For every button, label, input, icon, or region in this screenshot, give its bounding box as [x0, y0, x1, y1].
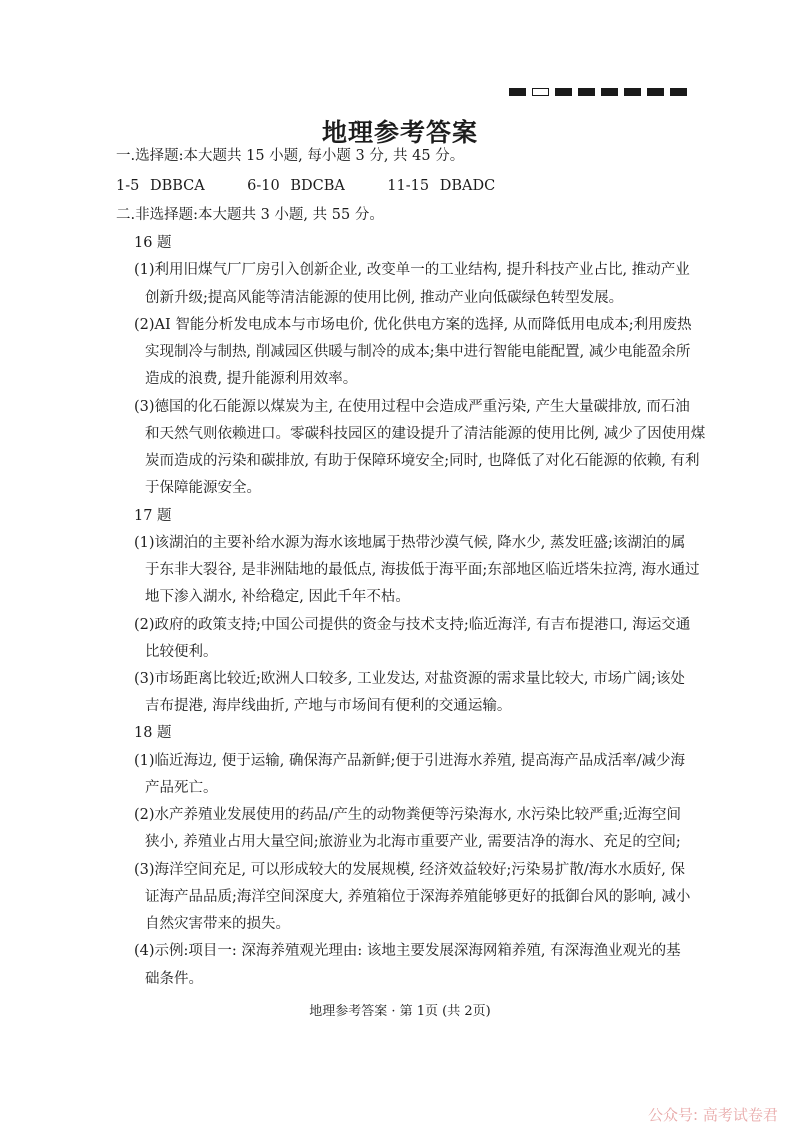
q16-line: (1)利用旧煤气厂厂房引入创新企业, 改变单一的工业结构, 提升科技产业占比, 推动产业 — [134, 262, 690, 278]
q18-line: 自然灾害带来的损失。 — [145, 916, 290, 932]
q16-line: 造成的浪费, 提升能源利用效率。 — [145, 371, 358, 387]
q16-line: 创新升级;提高风能等清洁能源的使用比例, 推动产业向低碳绿色转型发展。 — [145, 290, 624, 306]
section-1-heading: 一.选择题:本大题共 15 小题, 每小题 3 分, 共 45 分。 — [116, 148, 465, 164]
mark-block — [601, 88, 618, 96]
q18-line: 证海产品品质;海洋空间深度大, 养殖箱位于深海养殖能够更好的抵御台风的影响, 减小 — [145, 889, 691, 905]
q18-line: (3)海洋空间充足, 可以形成较大的发展规模, 经济效益较好;污染易扩散/海水水质好, 保 — [134, 862, 685, 878]
q18-line: (2)水产养殖业发展使用的药品/产生的动物粪便等污染海水, 水污染比较严重;近海空间 — [134, 807, 682, 823]
q16-line: (2)AI 智能分析发电成本与市场电价, 优化供电方案的选择, 从而降低用电成本;利用废热 — [134, 317, 692, 333]
q17-line: 地下渗入湖水, 补给稳定, 因此千年不枯。 — [145, 589, 410, 605]
q17-label: 17 题 — [134, 508, 172, 524]
section-2-heading: 二.非选择题:本大题共 3 小题, 共 55 分。 — [116, 207, 384, 223]
q17-line: (2)政府的政策支持;中国公司提供的资金与技术支持;临近海洋, 有吉布提港口, 海运交通 — [134, 617, 691, 633]
q18-line: 狭小, 养殖业占用大量空间;旅游业为北海市重要产业, 需要洁净的海水、充足的空间; — [145, 834, 681, 850]
mark-block — [578, 88, 595, 96]
mark-block-hollow — [532, 88, 549, 96]
q17-line: 于东非大裂谷, 是非洲陆地的最低点, 海拔低于海平面;东部地区临近塔朱拉湾, 海水通过 — [145, 562, 700, 578]
page-footer: 地理参考答案 · 第 1页 (共 2页) — [309, 1004, 491, 1019]
mark-block — [647, 88, 664, 96]
q16-line: 炭而造成的污染和碳排放, 有助于保障环境安全;同时, 也降低了对化石能源的依赖, 有利 — [145, 453, 700, 469]
mark-block — [624, 88, 641, 96]
q18-line: 础条件。 — [145, 971, 203, 987]
q16-line: 于保障能源安全。 — [145, 480, 261, 496]
q18-label: 18 题 — [134, 725, 172, 741]
mark-block — [670, 88, 687, 96]
q17-line: (3)市场距离比较近;欧洲人口较多, 工业发达, 对盐资源的需求量比较大, 市场广阔;该处 — [134, 671, 685, 687]
q16-line: 和天然气则依赖进口。零碳科技园区的建设提升了清洁能源的使用比例, 减少了因使用煤 — [145, 426, 706, 442]
watermark: 公众号: 高考试卷君 — [648, 1106, 778, 1124]
page-title: 地理参考答案 — [321, 118, 478, 147]
choice-answers: 1-5 DBBCA 6-10 BDCBA 11-15 DBADC — [116, 178, 496, 194]
q16-line: 实现制冷与制热, 削减园区供暖与制冷的成本;集中进行智能电能配置, 减少电能盈余所 — [145, 344, 691, 360]
q17-line: 吉布提港, 海岸线曲折, 产地与市场间有便利的交通运输。 — [145, 698, 512, 714]
q18-line: (4)示例:项目一: 深海养殖观光理由: 该地主要发展深海网箱养殖, 有深海渔业观光的基 — [134, 943, 681, 959]
q17-line: (1)该湖泊的主要补给水源为海水该地属于热带沙漠气候, 降水少, 蒸发旺盛;该湖泊的属 — [134, 535, 686, 551]
mark-block — [555, 88, 572, 96]
q16-label: 16 题 — [134, 235, 172, 251]
mark-block — [509, 88, 526, 96]
q16-line: (3)德国的化石能源以煤炭为主, 在使用过程中会造成严重污染, 产生大量碳排放, 而石油 — [134, 399, 690, 415]
exam-marks — [509, 88, 687, 96]
q18-line: (1)临近海边, 便于运输, 确保海产品新鲜;便于引进海水养殖, 提高海产品成活率/减少海 — [134, 753, 685, 769]
q17-line: 比较便利。 — [145, 644, 218, 660]
q18-line: 产品死亡。 — [145, 780, 218, 796]
